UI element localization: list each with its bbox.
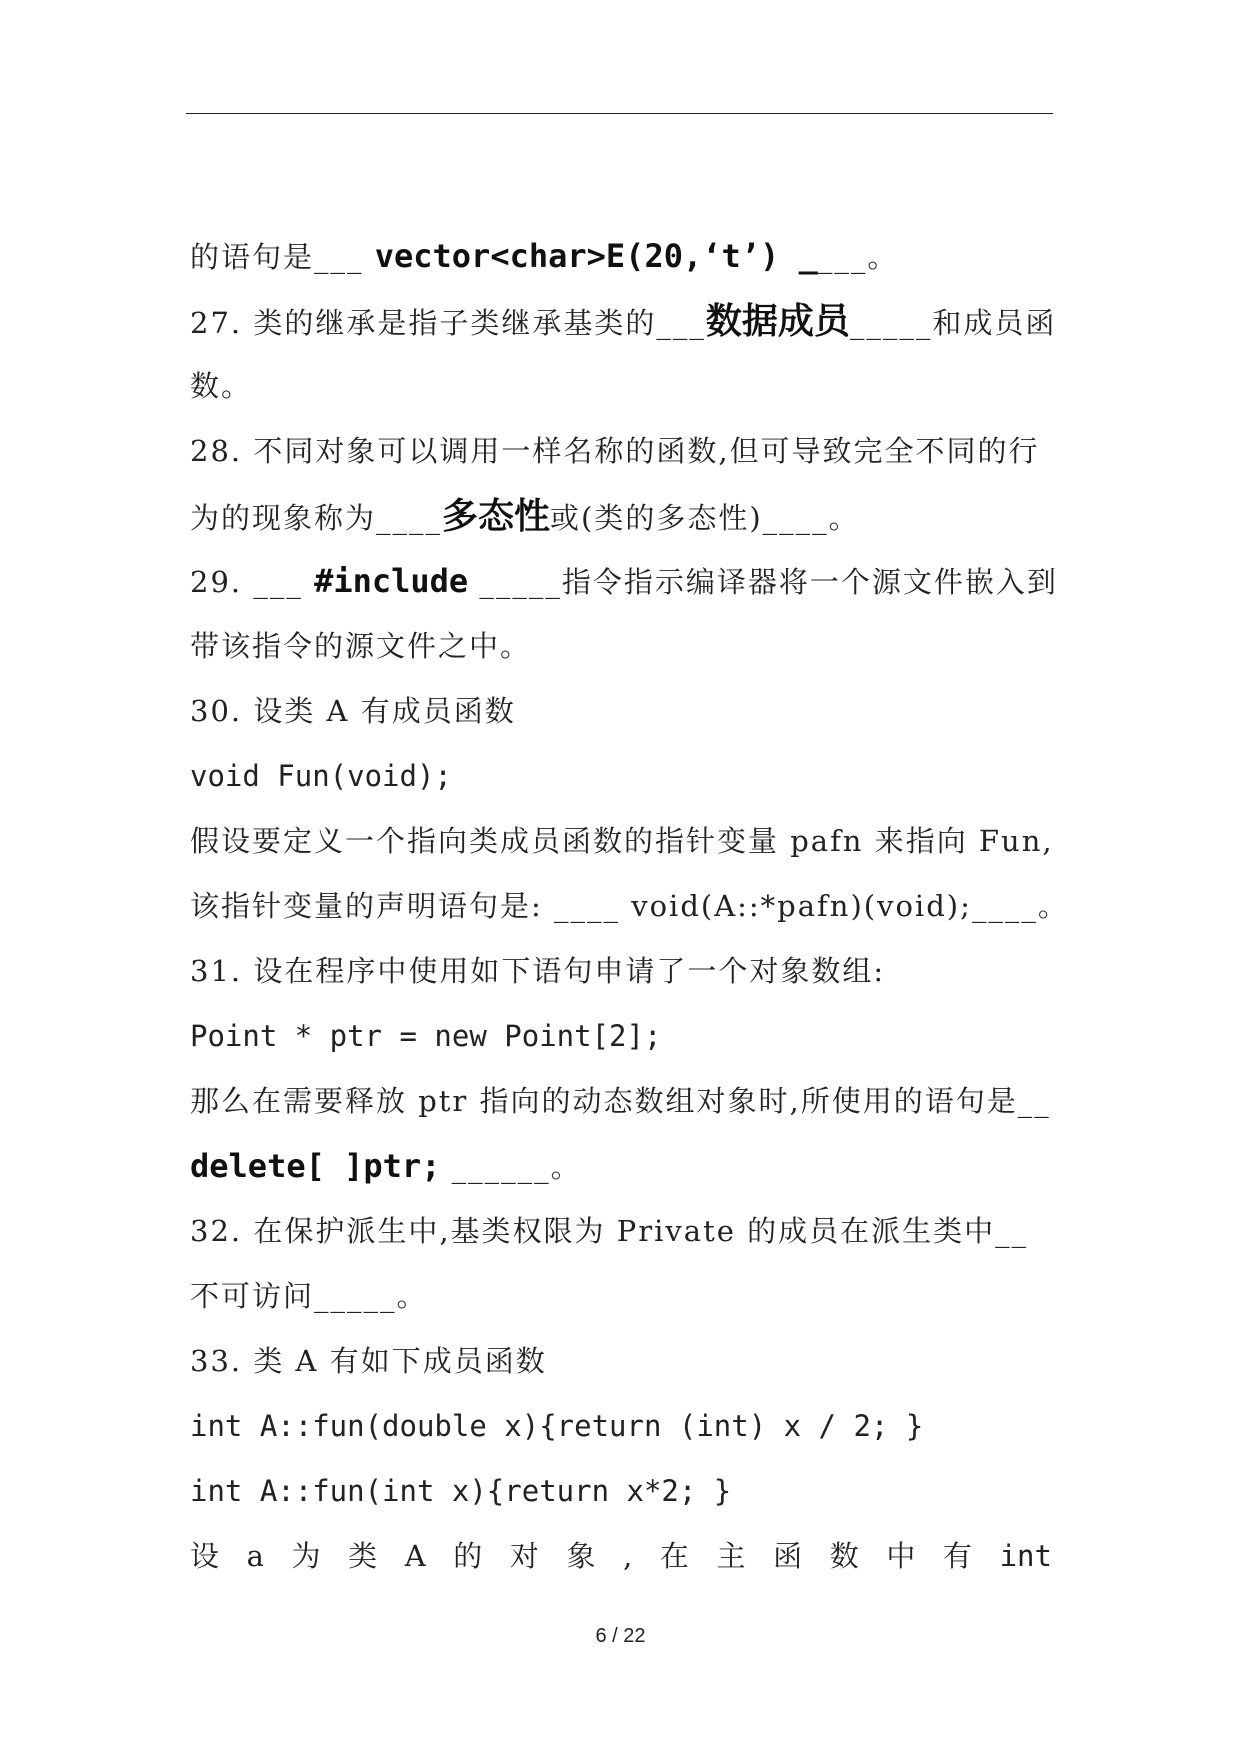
question-31-answer xyxy=(190,1134,1060,1199)
code-line xyxy=(190,1394,1060,1459)
word: a xyxy=(246,1539,266,1573)
word: 类 xyxy=(348,1539,380,1573)
question-29 xyxy=(190,549,1060,614)
code-text: void Fun(void); xyxy=(190,759,452,793)
question-text: 数。 xyxy=(190,369,253,403)
question-text: _____和成员函 xyxy=(849,306,1057,340)
answer-text: 多态性 xyxy=(442,496,551,537)
word: 象 xyxy=(566,1539,598,1573)
word: 的 xyxy=(453,1539,485,1573)
question-28 xyxy=(190,419,1060,484)
question-text: 为的现象称为____ xyxy=(190,501,443,535)
question-28-cont xyxy=(190,484,1060,549)
question-29-cont xyxy=(190,614,1060,679)
question-text: 带该指令的源文件之中。 xyxy=(190,629,532,663)
word: 为 xyxy=(291,1539,323,1573)
word: 对 xyxy=(509,1539,541,1573)
question-text: 或(类的多态性)____。 xyxy=(550,501,860,535)
word: 主 xyxy=(716,1539,748,1573)
code-line xyxy=(190,1459,1060,1524)
question-33-cont xyxy=(190,1524,1052,1589)
word: 设 xyxy=(190,1539,222,1573)
answer-text: 数据成员 xyxy=(705,301,850,342)
word: 中 xyxy=(886,1539,918,1573)
question-27-cont xyxy=(190,354,1060,419)
question-text: 27. 类的继承是指子类继承基类的___ xyxy=(190,306,706,340)
question-text: 该指针变量的声明语句是: ____ void(A::*pafn)(void);____。 xyxy=(190,889,1069,923)
word: A xyxy=(404,1539,428,1573)
question-text: ___。 xyxy=(817,240,899,274)
word: , xyxy=(623,1539,635,1573)
code-text: int A::fun(double x){return (int) x / 2; } xyxy=(190,1409,924,1443)
word: 在 xyxy=(659,1539,691,1573)
question-text: 假设要定义一个指向类成员函数的指针变量 pafn 来指向 Fun, xyxy=(190,824,1054,858)
question-31-cont xyxy=(190,1069,1060,1134)
header-rule xyxy=(186,113,1053,114)
question-30-answer xyxy=(190,874,1069,939)
word: 数 xyxy=(829,1539,861,1573)
question-27 xyxy=(190,289,1060,354)
word: int xyxy=(999,1539,1052,1573)
question-text: _____指令指示编译器将一个源文件嵌入到 xyxy=(468,565,1058,599)
answer-text: #include xyxy=(314,562,469,600)
code-line xyxy=(190,1004,1060,1069)
word: 有 xyxy=(942,1539,974,1573)
line-26-end xyxy=(190,224,1060,289)
answer-text: vector<char>E(20,‘t’) _ xyxy=(374,237,818,275)
question-32-cont xyxy=(190,1264,1060,1329)
code-text: Point * ptr = new Point[2]; xyxy=(190,1019,662,1053)
code-text: int A::fun(int x){return x*2; } xyxy=(190,1474,732,1508)
question-text: 29. ___ xyxy=(190,565,315,599)
question-31 xyxy=(190,939,1060,1004)
question-32 xyxy=(190,1199,1060,1264)
exercise-content xyxy=(190,224,1069,1589)
question-33 xyxy=(190,1329,1060,1394)
question-30-cont xyxy=(190,809,1060,874)
question-text: 30. 设类 A 有成员函数 xyxy=(190,694,516,728)
question-text: ______。 xyxy=(440,1150,582,1184)
question-text: 28. 不同对象可以调用一样名称的函数,但可导致完全不同的行 xyxy=(190,434,1040,468)
question-text: 不可访问_____。 xyxy=(190,1279,428,1313)
answer-text: delete[ ]ptr; xyxy=(190,1147,441,1185)
question-text: 31. 设在程序中使用如下语句申请了一个对象数组: xyxy=(190,954,886,988)
question-text: 32. 在保护派生中,基类权限为 Private 的成员在派生类中__ xyxy=(190,1214,1029,1248)
question-30 xyxy=(190,679,1060,744)
question-text: 33. 类 A 有如下成员函数 xyxy=(190,1344,547,1378)
word: 函 xyxy=(773,1539,805,1573)
code-line xyxy=(190,744,1060,809)
question-text: 那么在需要释放 ptr 指向的动态数组对象时,所使用的语句是__ xyxy=(190,1084,1051,1118)
page-number: 6 / 22 xyxy=(595,1625,646,1647)
question-text: 的语句是___ xyxy=(190,240,375,274)
